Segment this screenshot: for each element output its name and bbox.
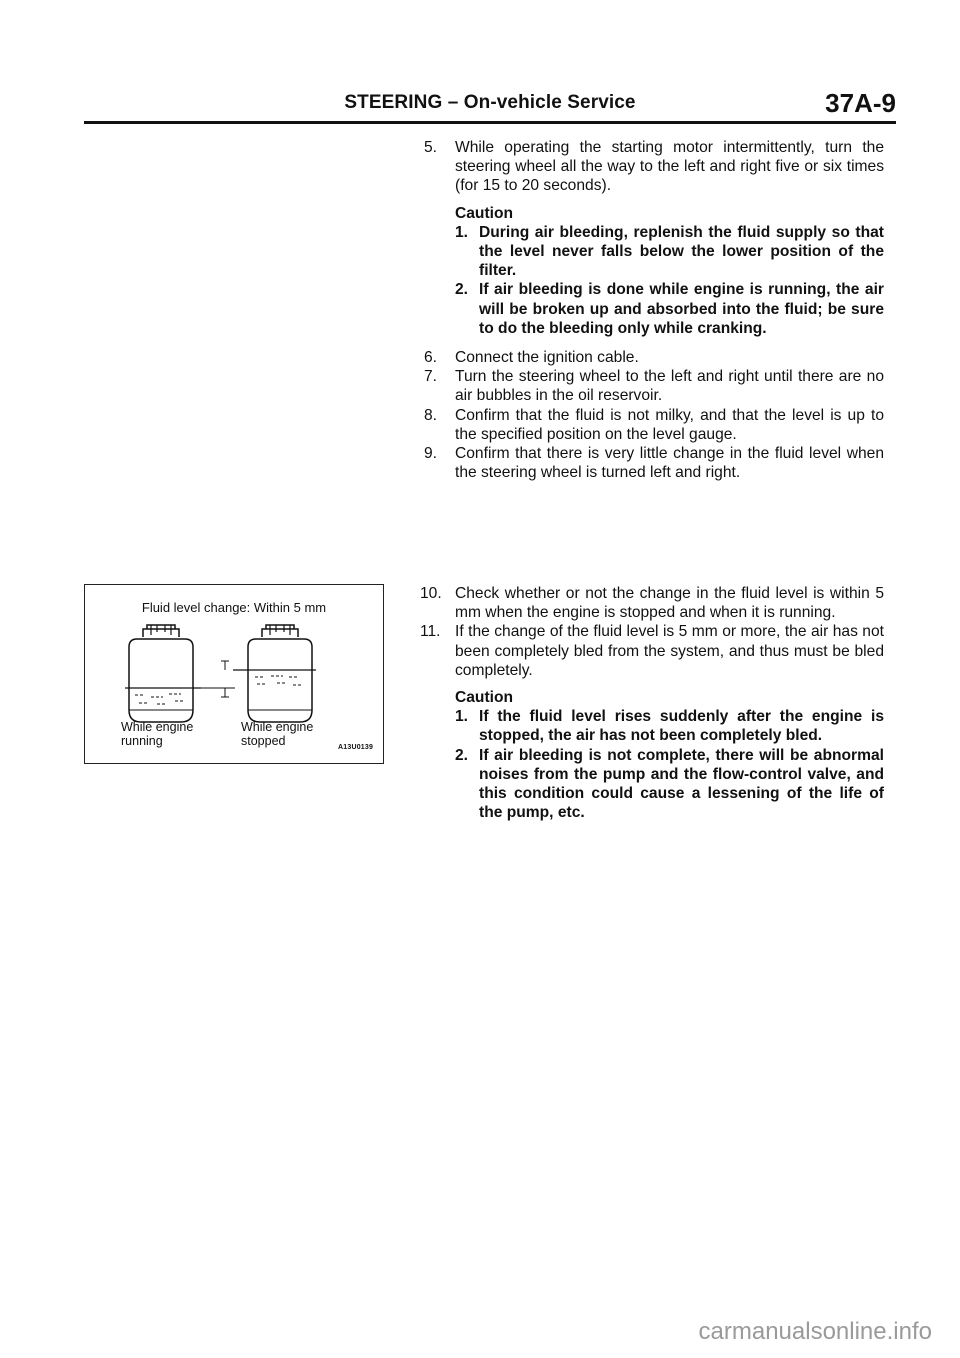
step-number: 8. bbox=[424, 406, 438, 424]
reservoir-running-icon bbox=[125, 625, 201, 722]
lower-instructions bbox=[420, 584, 884, 822]
caution-item-text: If air bleeding is not complete, there will be abnormal noises from the pump and the flow-control valve, and this condition could cause a lessening of the life of the pump, etc. bbox=[479, 746, 884, 822]
figure-caption: Fluid level change: Within 5 mm bbox=[141, 600, 327, 615]
upper-instructions bbox=[424, 138, 884, 482]
page-header bbox=[84, 88, 896, 122]
caution-item-number: 1. bbox=[455, 708, 469, 726]
caution-item-number: 2. bbox=[455, 281, 469, 299]
caution-item bbox=[455, 280, 884, 338]
step-text: Turn the steering wheel to the left and right until there are no air bubbles in the oil reservoir. bbox=[455, 368, 884, 405]
step-number: 7. bbox=[424, 368, 438, 386]
step-number: 10. bbox=[420, 585, 442, 602]
header-rule bbox=[84, 121, 896, 124]
page-number: 37A-9 bbox=[825, 88, 896, 118]
caution-item-text: If air bleeding is done while engine is running, the air will be broken up and absorbed into the fluid; be sure to do the bleeding only while cranking. bbox=[479, 281, 884, 337]
step-text: Confirm that there is very little change in the fluid level when the steering wheel is turned left and right. bbox=[455, 445, 884, 482]
step-5 bbox=[424, 138, 884, 196]
step-6 bbox=[424, 348, 884, 367]
step-11 bbox=[420, 622, 884, 680]
label-engine-stopped: While engine stopped bbox=[241, 720, 314, 748]
step-text: If the change of the fluid level is 5 mm or more, the air has not been completely bled from the system, and thus must be bled completely. bbox=[455, 623, 884, 679]
step-text: Confirm that the fluid is not milky, and that the level is up to the specified position on the level gauge. bbox=[455, 406, 884, 443]
step-text: While operating the starting motor intermittently, turn the steering wheel all the way to the left and right five or six times (for 15 to 20 seconds). bbox=[455, 139, 884, 195]
caution-block-2 bbox=[424, 688, 884, 822]
label-engine-running: While engine running bbox=[121, 720, 194, 748]
page-title: STEERING – On-vehicle Service bbox=[344, 92, 636, 113]
caution-item-number: 2. bbox=[455, 746, 469, 764]
step-number: 9. bbox=[424, 445, 438, 463]
figure-code: A13U0139 bbox=[338, 744, 374, 751]
caution-item bbox=[455, 223, 884, 281]
step-10 bbox=[420, 584, 884, 622]
step-text: Check whether or not the change in the fluid level is within 5 mm when the engine is stopped and when it is running. bbox=[455, 585, 884, 622]
step-number: 6. bbox=[424, 349, 438, 367]
caution-title: Caution bbox=[455, 689, 514, 707]
caution-item-text: During air bleeding, replenish the fluid supply so that the level never falls below the lower position of the filter. bbox=[479, 223, 884, 280]
step-text: Connect the ignition cable. bbox=[455, 349, 639, 367]
step-9 bbox=[424, 444, 884, 482]
fluid-level-figure bbox=[84, 584, 384, 764]
step-8 bbox=[424, 406, 884, 444]
site-watermark: carmanualsonline.info bbox=[698, 1318, 932, 1345]
reservoir-stopped-icon bbox=[233, 625, 316, 722]
caution-item-number: 1. bbox=[455, 223, 469, 241]
step-number: 5. bbox=[424, 139, 438, 156]
caution-item bbox=[455, 746, 884, 823]
caution-block-1 bbox=[424, 204, 884, 338]
level-difference-marker bbox=[201, 661, 235, 697]
step-number: 11. bbox=[420, 623, 441, 641]
step-7 bbox=[424, 367, 884, 405]
caution-item bbox=[455, 707, 884, 745]
caution-title: Caution bbox=[455, 204, 514, 222]
caution-item-text: If the fluid level rises suddenly after the engine is stopped, the air has not been completely bled. bbox=[479, 708, 884, 745]
